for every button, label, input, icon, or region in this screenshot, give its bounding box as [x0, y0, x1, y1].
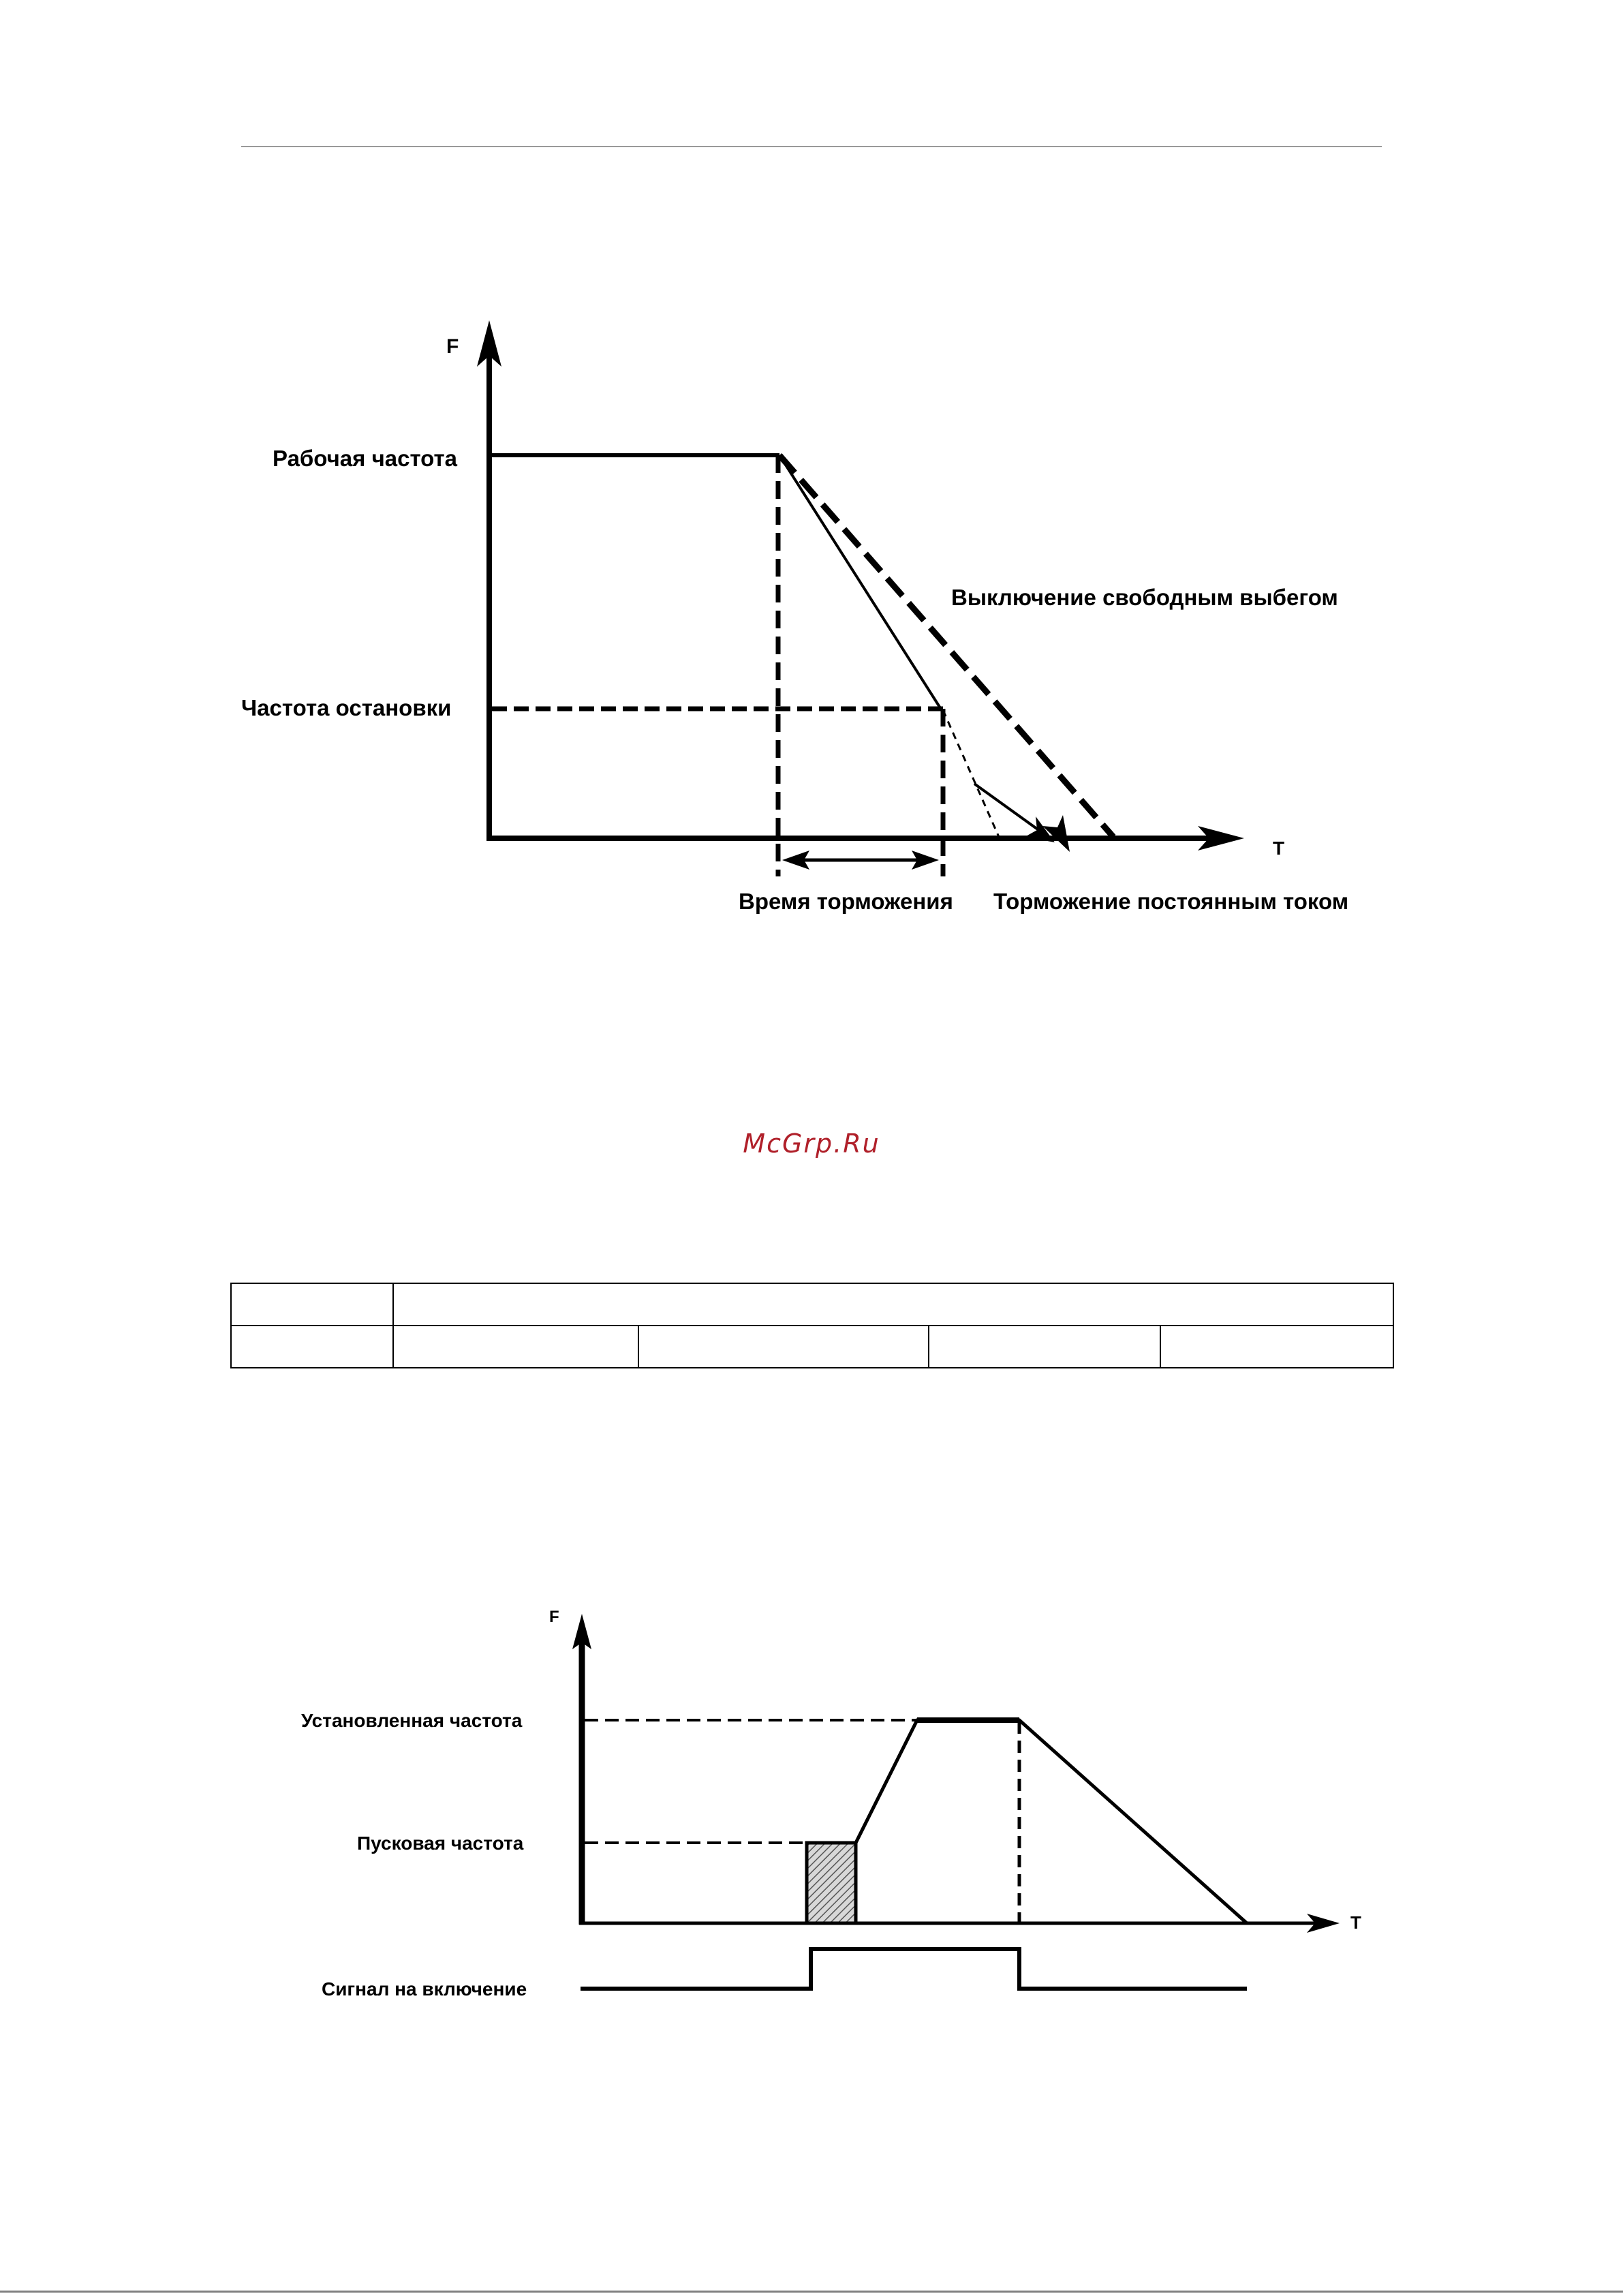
footer-rule	[0, 2291, 1623, 2293]
brake-time-label: Время торможения	[739, 889, 953, 914]
stop-frequency-label: Частота остановки	[241, 695, 452, 720]
run-signal-label: Сигнал на включение	[322, 1978, 527, 2000]
y-axis-label: F	[549, 1608, 559, 1626]
run-signal-line	[581, 1949, 1247, 1989]
working-frequency-label: Рабочая частота	[273, 446, 458, 471]
x-axis-label: T	[1273, 838, 1285, 859]
dc-brake-label: Торможение постоянным током	[993, 889, 1349, 914]
watermark: McGrp.Ru	[743, 1129, 880, 1159]
x-axis-label: T	[1350, 1912, 1361, 1933]
start-hold-block	[807, 1843, 856, 1923]
frequency-profile-line	[807, 1720, 1247, 1923]
start-frequency-label: Пусковая частота	[357, 1833, 524, 1854]
coast-stop-label: Выключение свободным выбегом	[951, 585, 1338, 610]
y-axis-label: F	[446, 335, 459, 358]
set-frequency-label: Установленная частота	[301, 1710, 523, 1731]
